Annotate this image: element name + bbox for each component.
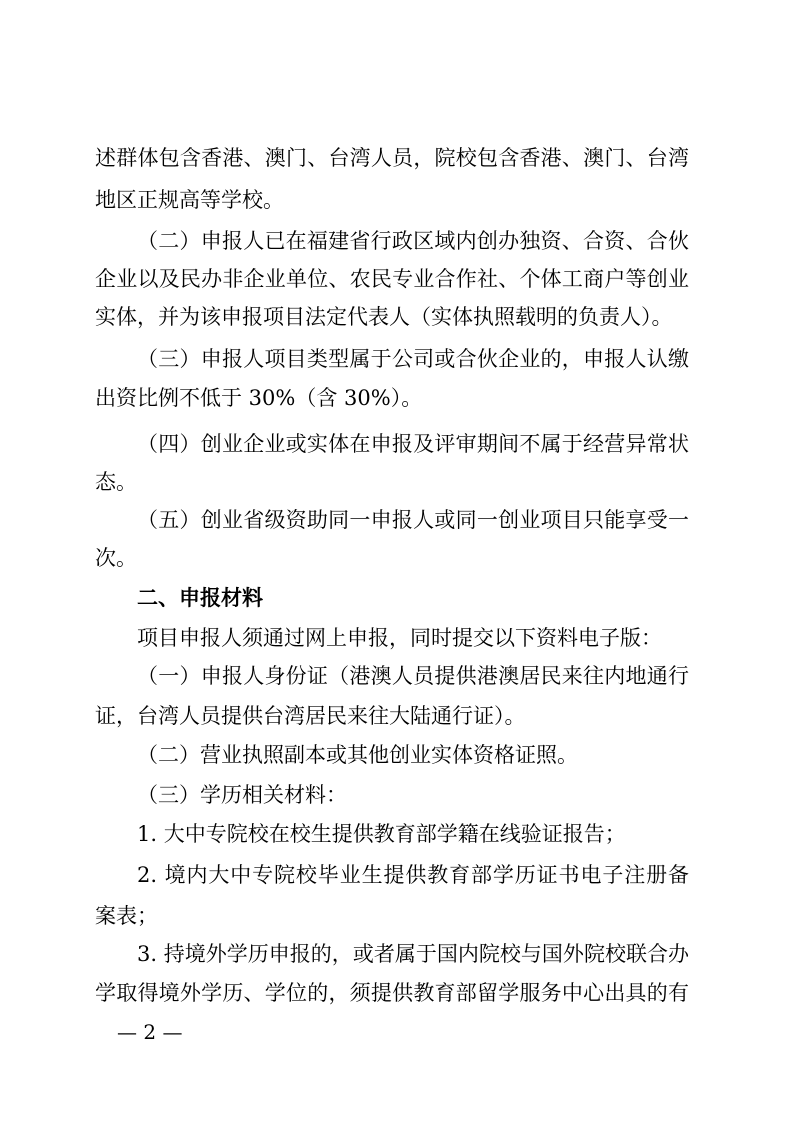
paragraph-line: 实体，并为该申报项目法定代表人（实体执照载明的负责人）。 [95, 305, 673, 329]
paragraph-line: 2. 境内大中专院校毕业生提供教育部学历证书电子注册备 [137, 863, 689, 887]
paragraph-line: 次。 [95, 546, 137, 570]
paragraph-line: （二）申报人已在福建省行政区域内创办独资、合资、合伙 [137, 229, 689, 253]
paragraph-line: （五）创业省级资助同一申报人或同一创业项目只能享受一 [137, 508, 689, 532]
paragraph-line: 出资比例不低于 30%（含 30%）。 [95, 386, 423, 410]
paragraph-line: 态。 [95, 470, 137, 494]
paragraph-line: 述群体包含香港、澳门、台湾人员，院校包含香港、澳门、台湾 [95, 146, 689, 170]
paragraph-line: （三）申报人项目类型属于公司或合伙企业的，申报人认缴 [137, 347, 689, 371]
paragraph-line: 企业以及民办非企业单位、农民专业合作社、个体工商户等创业 [95, 267, 689, 291]
paragraph-line: 证，台湾人员提供台湾居民来往大陆通行证）。 [95, 704, 526, 728]
paragraph-line: （二）营业执照副本或其他创业实体资格证照。 [137, 743, 578, 767]
paragraph-line: 3. 持境外学历申报的，或者属于国内院校与国外院校联合办 [137, 942, 689, 966]
paragraph-line: （三）学历相关材料： [137, 783, 347, 807]
paragraph-line: 1. 大中专院校在校生提供教育部学籍在线验证报告； [137, 822, 626, 846]
paragraph-line: 项目申报人须通过网上申报，同时提交以下资料电子版： [137, 626, 662, 650]
paragraph-line: 地区正规高等学校。 [95, 188, 284, 212]
section-heading: 二、申报材料 [137, 586, 263, 610]
page-number: — 2 — [117, 1020, 183, 1044]
paragraph-line: 案表； [95, 904, 158, 928]
paragraph-line: （一）申报人身份证（港澳人员提供港澳居民来往内地通行 [137, 664, 689, 688]
paragraph-line: （四）创业企业或实体在申报及评审期间不属于经营异常状 [137, 432, 689, 456]
paragraph-line: 学取得境外学历、学位的，须提供教育部留学服务中心出具的有 [95, 981, 689, 1005]
